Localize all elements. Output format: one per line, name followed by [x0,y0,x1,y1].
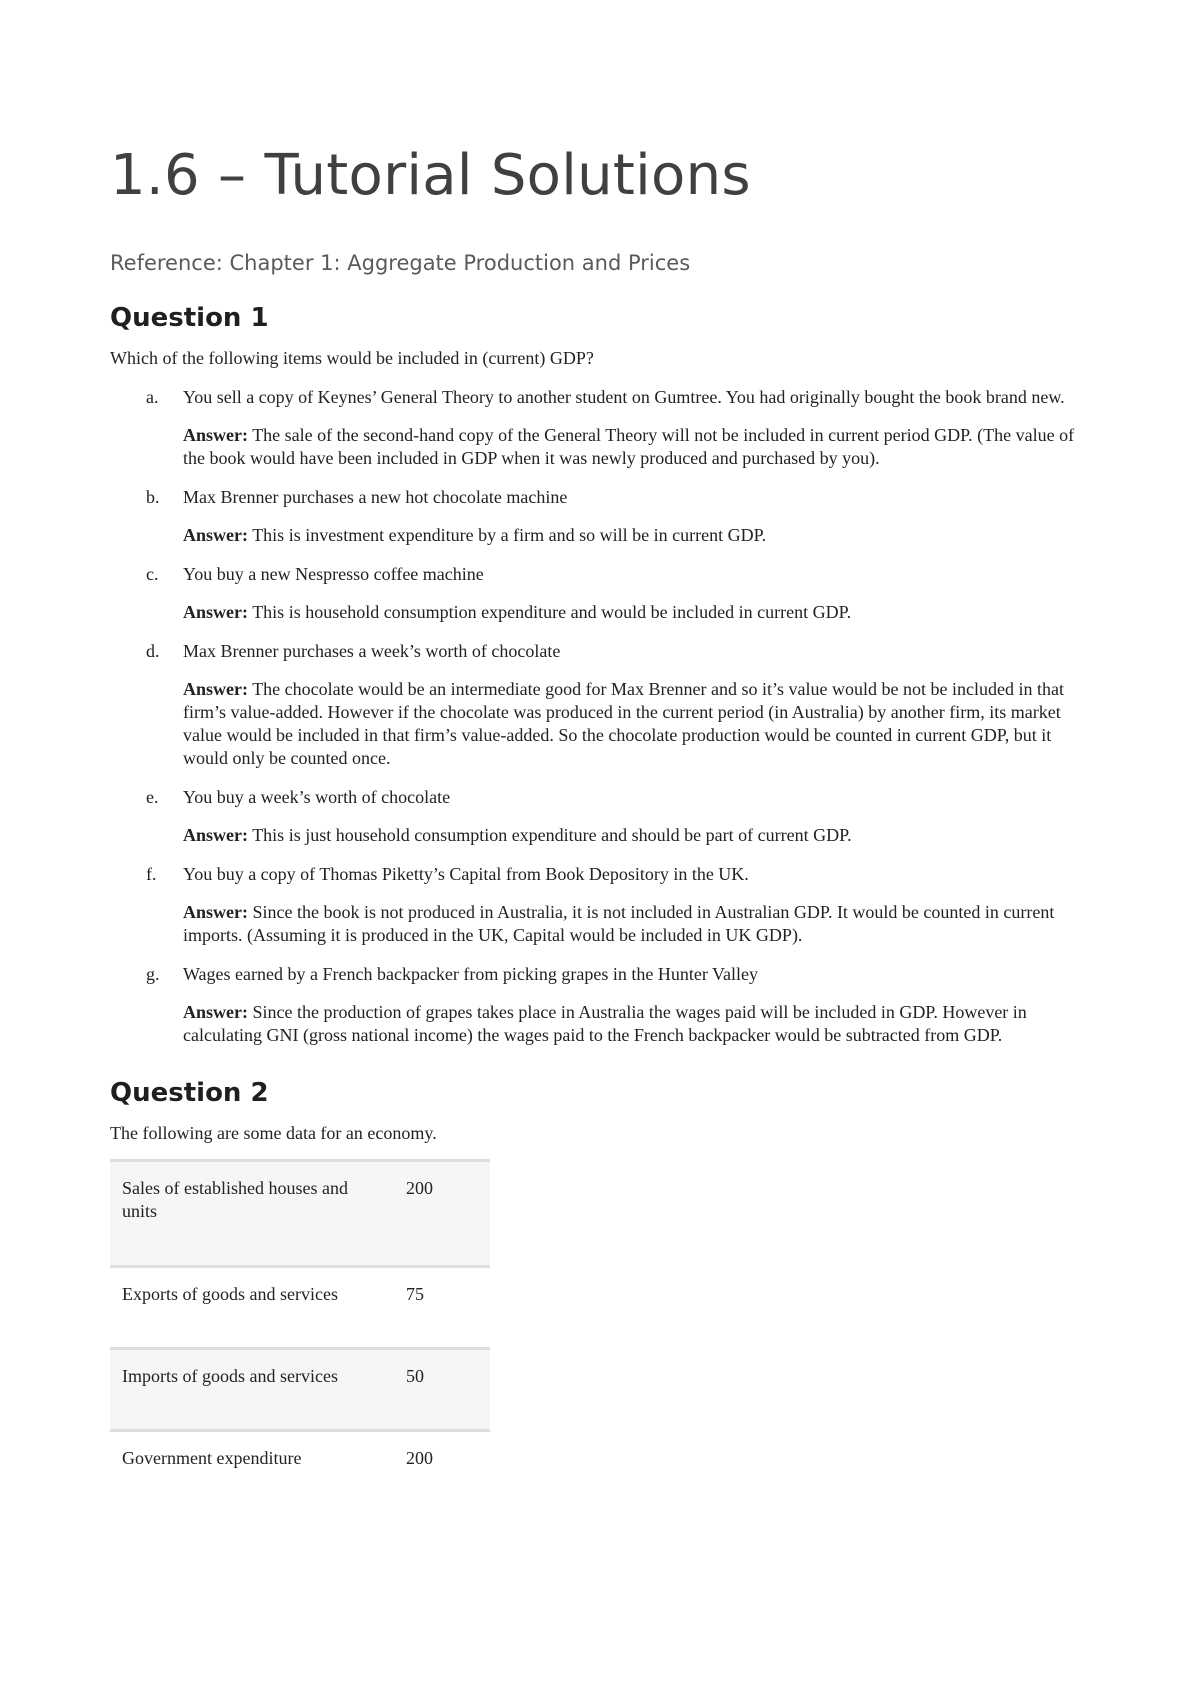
answer-text: This is household consumption expenditure and would be included in current GDP. [252,602,852,622]
row-value: 50 [406,1366,424,1386]
answer-text: This is investment expenditure by a firm and so will be in current GDP. [252,525,767,545]
question-1-heading: Question 1 [110,303,269,333]
document-content [110,140,1090,1511]
row-label: Exports of goods and services [122,1284,338,1304]
document-subtitle: Reference: Chapter 1: Aggregate Production and Prices [110,251,691,275]
answer-label: Answer: [183,425,248,445]
question-2-heading: Question 2 [110,1078,269,1108]
question-item-d [110,640,1090,770]
answer-label: Answer: [183,679,248,699]
answer-label: Answer: [183,825,248,845]
row-label: Government expenditure [122,1448,302,1468]
document-title: 1.6 – Tutorial Solutions [110,143,751,208]
table-row [110,1161,490,1267]
item-letter: f. [146,864,157,884]
item-answer [183,424,1090,470]
table-row [110,1267,490,1349]
answer-text: This is just household consumption expenditure and should be part of current GDP. [252,825,852,845]
item-answer [183,601,1090,624]
answer-text: The chocolate would be an intermediate good for Max Brenner and so it’s value would be not be included in that firm’s value-added. However if the chocolate was produced in the current period (in Australia) by another firm, its market value would be included in that firm’s value-added. So the chocolate production would be counted in current GDP, but it would only be counted once. [183,679,1064,768]
answer-label: Answer: [183,602,248,622]
answer-label: Answer: [183,525,248,545]
question-item-c [110,563,1090,624]
item-answer [183,524,1090,547]
item-letter: d. [146,641,160,661]
item-text: You buy a week’s worth of chocolate [183,787,451,807]
economy-data-table [110,1159,490,1511]
item-answer [183,678,1090,770]
row-value: 75 [406,1284,424,1304]
item-answer [183,824,1090,847]
item-text: Max Brenner purchases a new hot chocolate machine [183,487,568,507]
question-item-a [110,386,1090,470]
row-value: 200 [406,1178,433,1198]
answer-label: Answer: [183,902,248,922]
item-letter: c. [146,564,159,584]
item-answer [183,901,1090,947]
question-item-g [110,963,1090,1047]
question-1-items [110,386,1090,1047]
question-item-f [110,863,1090,947]
answer-label: Answer: [183,1002,248,1022]
row-value: 200 [406,1448,433,1468]
row-label: Imports of goods and services [122,1366,338,1386]
table-row [110,1431,490,1512]
item-text: Wages earned by a French backpacker from picking grapes in the Hunter Valley [183,964,758,984]
question-2-intro: The following are some data for an economy. [110,1123,437,1143]
answer-text: Since the production of grapes takes place in Australia the wages paid will be included in GDP. However in calculating GNI (gross national income) the wages paid to the French backpacker would be subtracted from GDP. [183,1002,1027,1045]
item-letter: b. [146,487,160,507]
item-letter: g. [146,964,160,984]
answer-text: The sale of the second-hand copy of the General Theory will not be included in current period GDP. (The value of the book would have been included in GDP when it was newly produced and purchased by you). [183,425,1075,468]
table-row [110,1349,490,1431]
question-1-intro: Which of the following items would be included in (current) GDP? [110,348,594,368]
item-text: Max Brenner purchases a week’s worth of chocolate [183,641,561,661]
question-item-b [110,486,1090,547]
row-label: Sales of established houses and units [122,1178,348,1221]
item-letter: e. [146,787,159,807]
item-letter: a. [146,387,159,407]
item-text: You buy a copy of Thomas Piketty’s Capital from Book Depository in the UK. [183,864,749,884]
item-answer [183,1001,1090,1047]
answer-text: Since the book is not produced in Australia, it is not included in Australian GDP. It would be counted in current imports. (Assuming it is produced in the UK, Capital would be included in UK GDP). [183,902,1055,945]
item-text: You buy a new Nespresso coffee machine [183,564,484,584]
question-item-e [110,786,1090,847]
item-text: You sell a copy of Keynes’ General Theory to another student on Gumtree. You had originally bought the book brand new. [183,387,1065,407]
